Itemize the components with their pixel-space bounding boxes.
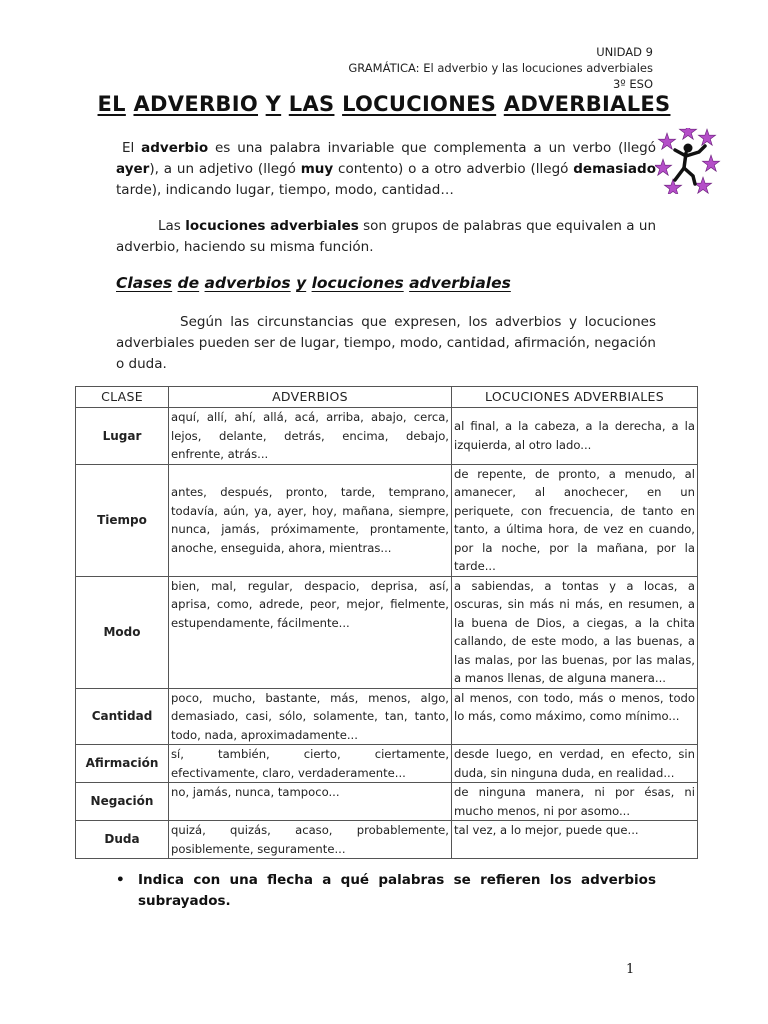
- bold-term: muy: [300, 161, 334, 177]
- text-run: contento) o a otro adverbio (llegó: [333, 161, 574, 177]
- adverbios-cell: sí, también, cierto, ciertamente, efectivamente, claro, verdaderamente...: [169, 745, 452, 783]
- title-word: LAS: [288, 92, 335, 116]
- classes-intro: Según las circunstancias que expresen, los adverbios y locuciones adverbiales pueden ser de lugar, tiempo, modo, cantidad, afirmación, negación o duda.: [116, 314, 656, 372]
- table-row: [76, 408, 698, 465]
- clase-cell: Modo: [76, 576, 169, 688]
- bold-term: locuciones adverbiales: [185, 218, 359, 234]
- unit-label: UNIDAD 9: [596, 45, 653, 59]
- star-icon: [679, 128, 696, 139]
- locuciones-cell: desde luego, en verdad, en efecto, sin duda, sin ninguna duda, en realidad...: [452, 745, 698, 783]
- table-row: [76, 464, 698, 576]
- text-run: Las: [158, 218, 186, 234]
- star-icon: [698, 129, 715, 145]
- adverb-classes-table: [75, 386, 698, 859]
- section-title: [116, 274, 511, 292]
- bold-term: demasiado: [573, 161, 656, 177]
- adverbio-definition: [116, 138, 656, 201]
- adverbios-cell: aquí, allí, ahí, allá, acá, arriba, abajo, cerca, lejos, delante, detrás, encima, debajo, enfrente, atrás...: [169, 408, 452, 465]
- star-figure-logo-icon: [655, 128, 721, 194]
- star-icon: [655, 159, 672, 175]
- section-title-word: Clases: [116, 274, 173, 292]
- text-run: son grupos de palabras que equivalen a un adverbio, haciendo su misma función.: [116, 218, 656, 255]
- star-icon: [664, 179, 681, 194]
- bold-term: ayer: [116, 161, 150, 177]
- locuciones-cell: de ninguna manera, ni por ésas, ni mucho menos, ni por asomo...: [452, 783, 698, 821]
- section-title-word: locuciones: [311, 274, 404, 292]
- exercise-text: Indica con una flecha a qué palabras se refieren los adverbios subrayados.: [138, 872, 656, 909]
- locuciones-cell: de repente, de pronto, a menudo, al amanecer, al anochecer, en un periquete, con frecuencia, de tanto en tanto, a última hora, de vez en cuando, por la noche, por la mañana, por la tarde...: [452, 464, 698, 576]
- section-title-word: de: [177, 274, 200, 292]
- section-title-word: adverbiales: [409, 274, 511, 292]
- clase-cell: Tiempo: [76, 464, 169, 576]
- bold-term: adverbio: [141, 140, 209, 156]
- star-icon: [694, 177, 711, 193]
- title-word: Y: [265, 92, 282, 116]
- course-label: 3º ESO: [612, 77, 653, 91]
- star-icon: [658, 133, 675, 149]
- page-number: 1: [626, 962, 635, 977]
- header-locuciones: LOCUCIONES ADVERBIALES: [452, 387, 698, 408]
- table-row: [76, 576, 698, 688]
- locuciones-cell: a sabiendas, a tontas y a locas, a oscuras, sin más ni más, en resumen, a la buena de Dios, a ciegas, a la chita callando, de este modo, a las buenas, a las malas, por las buenas, por las malas, a manos llenas, de alguna manera...: [452, 576, 698, 688]
- exercise-instruction: [116, 870, 656, 912]
- page-title: [0, 92, 768, 116]
- title-word: ADVERBIALES: [503, 92, 671, 116]
- adverbios-cell: antes, después, pronto, tarde, temprano, todavía, aún, ya, ayer, hoy, mañana, siempre, nunca, jamás, próximamente, prontamente, anoche, enseguida, ahora, mientras...: [169, 464, 452, 576]
- star-icon: [702, 155, 719, 171]
- adverbios-cell: no, jamás, nunca, tampoco...: [169, 783, 452, 821]
- table-row: [76, 783, 698, 821]
- locuciones-cell: al final, a la cabeza, a la derecha, a la izquierda, al otro lado...: [452, 408, 698, 465]
- text-run: es una palabra invariable que complementa a un verbo (llegó: [208, 140, 656, 156]
- locuciones-cell: tal vez, a lo mejor, puede que...: [452, 821, 698, 859]
- table-row: [76, 821, 698, 859]
- title-word: ADVERBIO: [133, 92, 259, 116]
- title-word: EL: [97, 92, 126, 116]
- adverbios-cell: poco, mucho, bastante, más, menos, algo, demasiado, casi, sólo, solamente, tan, tanto, todo, nada, aproximadamente...: [169, 688, 452, 745]
- clase-cell: Lugar: [76, 408, 169, 465]
- adverbios-cell: quizá, quizás, acaso, probablemente, posiblemente, seguramente...: [169, 821, 452, 859]
- locuciones-definition: [116, 216, 656, 258]
- text-run: El: [122, 140, 142, 156]
- subject-label: GRAMÁTICA: El adverbio y las locuciones adverbiales: [348, 61, 653, 75]
- bullet-icon: •: [116, 872, 125, 888]
- text-run: ), a un adjetivo (llegó: [149, 161, 301, 177]
- table-row: [76, 745, 698, 783]
- adverbios-cell: bien, mal, regular, despacio, deprisa, así, aprisa, como, adrede, peor, mejor, fielmente, estupendamente, fácilmente...: [169, 576, 452, 688]
- clase-cell: Cantidad: [76, 688, 169, 745]
- table-header-row: [76, 387, 698, 408]
- section-title-word: adverbios: [204, 274, 291, 292]
- locuciones-cell: al menos, con todo, más o menos, todo lo más, como máximo, como mínimo...: [452, 688, 698, 745]
- header-adverbios: ADVERBIOS: [169, 387, 452, 408]
- text-run: tarde), indicando lugar, tiempo, modo, cantidad…: [116, 182, 454, 198]
- section-title-word: y: [296, 274, 307, 292]
- table-row: [76, 688, 698, 745]
- header-clase: CLASE: [76, 387, 169, 408]
- clase-cell: Duda: [76, 821, 169, 859]
- document-header: [348, 44, 653, 92]
- title-word: LOCUCIONES: [342, 92, 497, 116]
- clase-cell: Negación: [76, 783, 169, 821]
- clase-cell: Afirmación: [76, 745, 169, 783]
